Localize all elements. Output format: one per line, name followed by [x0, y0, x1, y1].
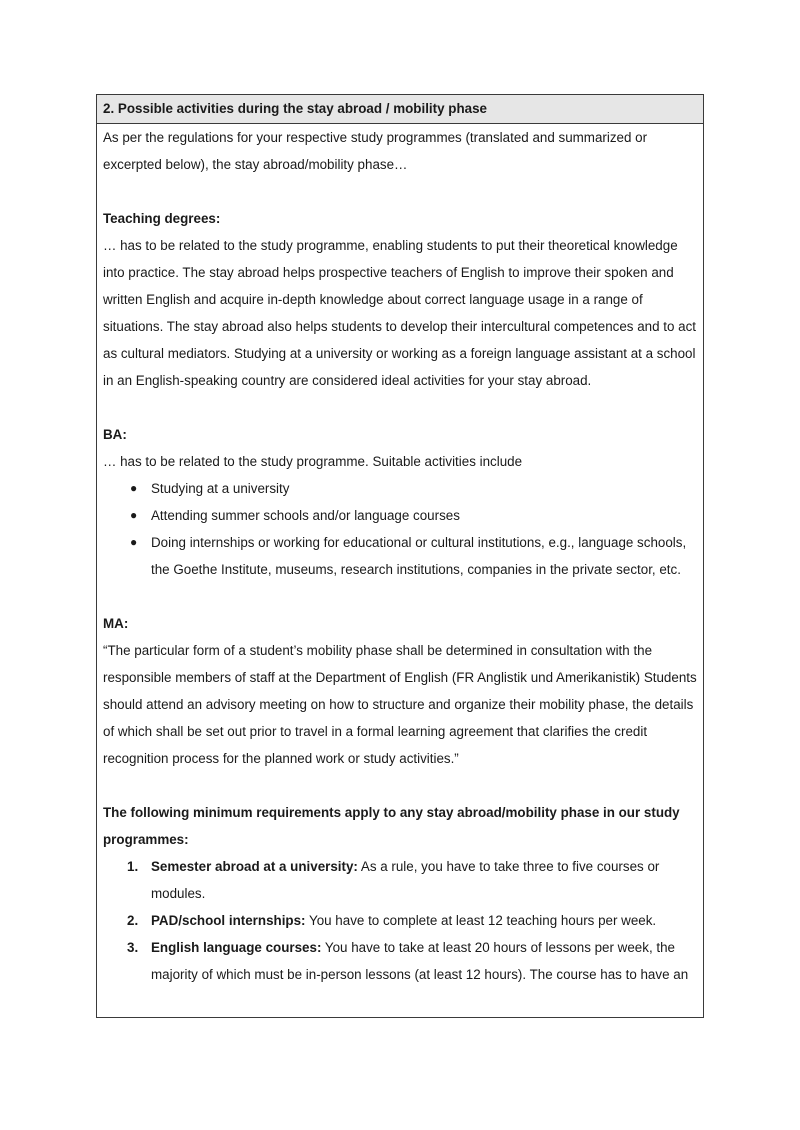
list-item-text: Attending summer schools and/or language courses: [151, 508, 460, 523]
ba-lead: … has to be related to the study programme. Suitable activities include: [103, 454, 523, 469]
bullet-icon: ●: [130, 535, 138, 549]
list-item: [103, 907, 697, 934]
list-item: [103, 502, 697, 529]
item-text: As a rule, you have to take three to five courses or modules.: [151, 859, 660, 901]
ba-activity-list: [103, 475, 697, 583]
item-text: You have to complete at least 12 teaching hours per week.: [305, 913, 657, 928]
item-label: Semester abroad at a university:: [151, 859, 358, 874]
ba-heading: BA:: [103, 427, 127, 442]
section-header: 2. Possible activities during the stay abroad / mobility phase: [97, 95, 703, 124]
bullet-icon: ●: [130, 508, 138, 522]
item-number: 3.: [127, 940, 139, 955]
section-content: [97, 124, 703, 988]
teaching-paragraph: … has to be related to the study programme, enabling students to put their theoretical knowledge into practice. The stay abroad helps prospective teachers of English to improve their spoken and written English and acquire in-depth knowledge about correct language usage in a range of situations. The stay abroad also helps students to develop their intercultural competences and to act as cultural mediators. Studying at a university or working as a foreign language assistant at a school in an English-speaking country are considered ideal activities for your stay abroad.: [103, 238, 697, 388]
intro-paragraph: As per the regulations for your respective study programmes (translated and summarized or excerpted below), the stay abroad/mobility phase…: [103, 130, 648, 172]
list-item-text: Studying at a university: [151, 481, 290, 496]
list-item: [103, 529, 697, 583]
list-item: [103, 853, 697, 907]
requirements-heading: The following minimum requirements apply to any stay abroad/mobility phase in our study programmes:: [103, 805, 680, 847]
list-item: [103, 475, 697, 502]
activities-table: [96, 94, 704, 1018]
list-item: [103, 934, 697, 988]
bullet-icon: ●: [130, 481, 138, 495]
requirements-list: [103, 853, 697, 988]
item-text: You have to take at least 20 hours of lessons per week, the majority of which must be in-person lessons (at least 12 hours). The course has to have an: [151, 940, 689, 982]
ma-quote: “The particular form of a student’s mobility phase shall be determined in consultation with the responsible members of staff at the Department of English (FR Anglistik und Amerikanistik) Students should attend an advisory meeting on how to structure and organize their mobility phase, the details of which shall be set out prior to travel in a formal learning agreement that clarifies the credit recognition process for the planned work or study activities.”: [103, 643, 697, 766]
teaching-heading: Teaching degrees:: [103, 211, 221, 226]
ma-heading: MA:: [103, 616, 129, 631]
item-label: PAD/school internships:: [151, 913, 306, 928]
item-number: 2.: [127, 913, 139, 928]
item-number: 1.: [127, 859, 139, 874]
item-label: English language courses:: [151, 940, 322, 955]
list-item-text: Doing internships or working for educational or cultural institutions, e.g., language schools, the Goethe Institute, museums, research institutions, companies in the private sector, etc.: [151, 535, 687, 577]
